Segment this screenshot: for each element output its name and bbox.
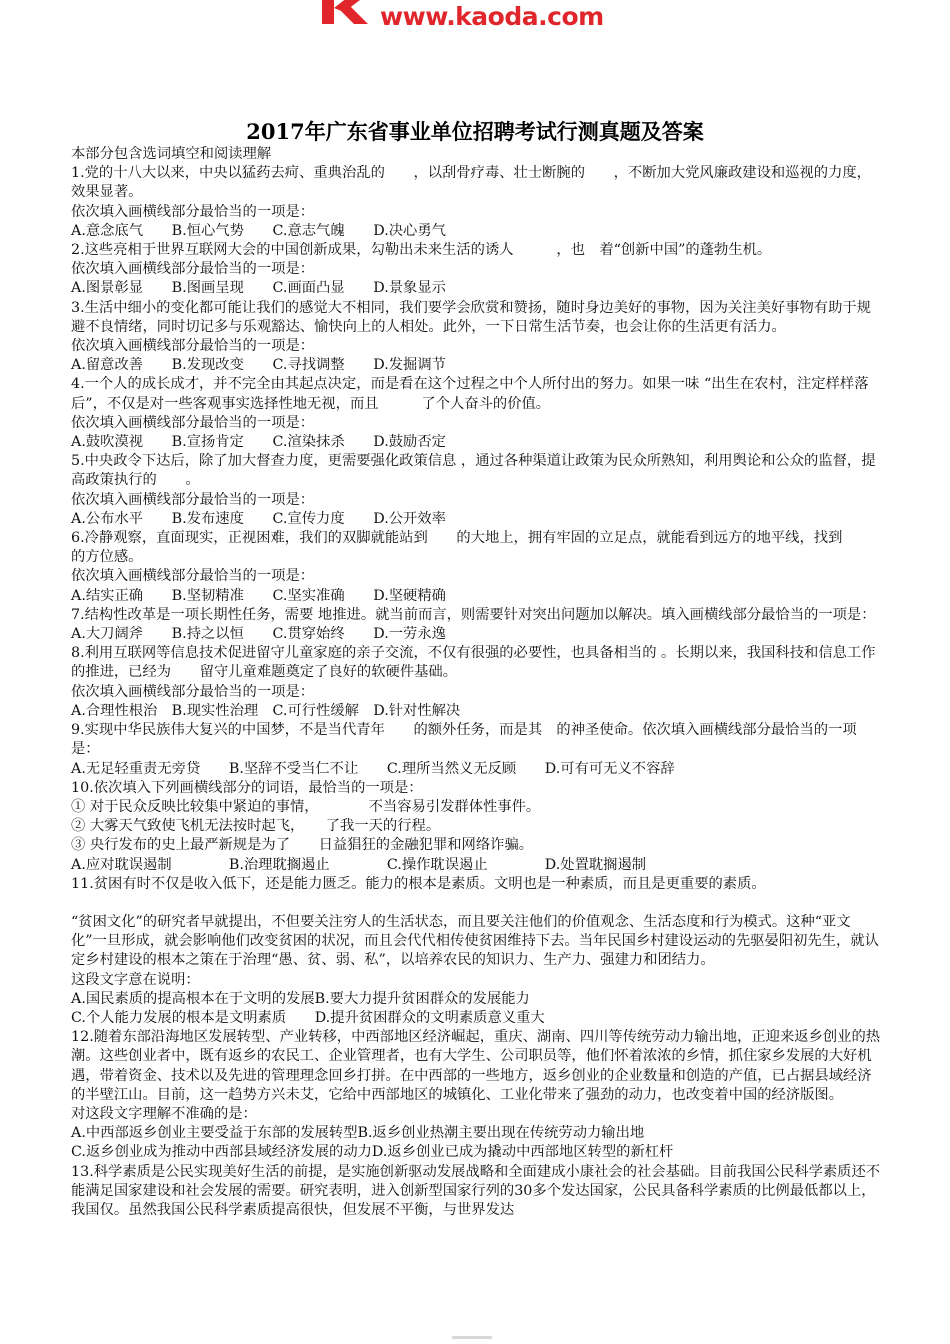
question-9-stem: 9.实现中华民族伟大复兴的中国梦，不是当代青年 的额外任务，而是其 的神圣使命。依次填入画横线部分最恰当的一项是： xyxy=(71,722,857,758)
question-11-options-ab: A.国民素质的提高根本在于文明的发展B.要大力提升贫困群众的发展能力 xyxy=(71,990,530,1007)
question-3-prompt: 依次填入画横线部分最恰当的一项是： xyxy=(71,338,315,355)
page-footer-mark xyxy=(452,1336,492,1339)
question-2-prompt: 依次填入画横线部分最恰当的一项是： xyxy=(71,261,315,278)
document-title: 2017年广东省事业单位招聘考试行测真题及答案 xyxy=(246,119,704,144)
question-10-item-1: ① 对于民众反映比较集中紧迫的事情， 不当容易引发群体性事件。 xyxy=(71,798,541,815)
question-10-options: A.应对耽误遏制 B.治理耽搁遏止 C.操作耽误遏止 D.处置耽搁遏制 xyxy=(71,856,647,873)
question-3-stem: 3.生活中细小的变化都可能让我们的感觉大不相同，我们要学会欣赏和赞扬，随时身边美好的事物，因为关注美好事物有助于规避不良情绪，同时切记多与乐观豁达、愉快向上的人相处。此外，一下日常生活节奏，也会让你的生活更有活力。 xyxy=(71,299,871,335)
question-3-options: A.留意改善 B.发现改变 C.寻找调整 D.发掘调节 xyxy=(71,357,446,374)
question-5-prompt: 依次填入画横线部分最恰当的一项是： xyxy=(71,491,315,508)
blank-line xyxy=(71,894,881,913)
document-body xyxy=(71,145,886,1220)
question-11-passage: “贫困文化”的研究者早就提出，不但要关注穷人的生活状态，而且要关注他们的价值观念、生活态度和行为模式。这种“亚文化”一旦形成，就会影响他们改变贫困的状况，而且会代代相传使贫困维持下去。当年民国乡村建设运动的先驱晏阳初先生，就认定乡村建设的根本之策在于治理“愚、贫、弱、私”，以培养农民的知识力、生产力、强建力和团结力。 xyxy=(71,913,879,969)
question-12-options-cd: C.返乡创业成为推动中西部县域经济发展的动力D.返乡创业已成为撬动中西部地区转型的新杠杆 xyxy=(71,1144,674,1161)
question-10-stem: 10.依次填入下列画横线部分的词语，最恰当的一项是： xyxy=(71,779,423,796)
question-6-prompt: 依次填入画横线部分最恰当的一项是： xyxy=(71,568,315,585)
question-2-options: A.图景彰显 B.图画呈现 C.画面凸显 D.景象显示 xyxy=(71,280,446,297)
question-4-prompt: 依次填入画横线部分最恰当的一项是： xyxy=(71,414,315,431)
question-5-stem: 5.中央政令下达后，除了加大督查力度，更需要强化政策信息 ，通过各种渠道让政策为民众所熟知，利用舆论和公众的监督，提高政策执行的 。 xyxy=(71,453,876,489)
question-1-stem: 1.党的十八大以来，中央以猛药去疴、重典治乱的 ，以刮骨疗毒、壮士断腕的 ，不断加大党风廉政建设和巡视的力度，效果显著。 xyxy=(71,165,871,201)
question-1-options: A.意念底气 B.恒心气势 C.意志气魄 D.决心勇气 xyxy=(71,222,446,239)
question-11-stem: 11.贫困有时不仅是收入低下，还是能力匮乏。能力的根本是素质。文明也是一种素质，而且是更重要的素质。 xyxy=(71,875,766,892)
question-5-options: A.公布水平 B.发布速度 C.宣传力度 D.公开效率 xyxy=(71,510,446,527)
question-7-options: A.大刀阔斧 B.持之以恒 C.贯穿始终 D.一劳永逸 xyxy=(71,626,446,643)
question-4-options: A.鼓吹漠视 B.宣扬肯定 C.渲染抹杀 D.鼓励否定 xyxy=(71,434,446,451)
question-8-stem: 8.利用互联网等信息技术促进留守儿童家庭的亲子交流，不仅有很强的必要性，也具备相当的 。长期以来，我国科技和信息工作的推进，已经为 留守儿童难题奠定了良好的软硬件基础。 xyxy=(71,645,876,681)
question-11-prompt: 这段文字意在说明： xyxy=(71,971,200,988)
question-13-passage: 13.科学素质是公民实现美好生活的前提，是实施创新驱动发展战略和全面建成小康社会的社会基础。目前我国公民科学素质还不能满足国家建设和社会发展的需要。研究表明，进入创新型国家行列的30多个发达国家，公民具备科学素质的比例最低都以上，我国仅。虽然我国公民科学素质提高很快，但发展不平衡，与世界发达 xyxy=(71,1163,881,1218)
question-9-options: A.无足轻重责无旁贷 B.坚辞不受当仁不让 C.理所当然义无反顾 D.可有可无义不容辞 xyxy=(71,760,675,777)
question-10-item-2: ② 大雾天气致使飞机无法按时起飞， 了我一天的行程。 xyxy=(71,818,441,835)
question-1-prompt: 依次填入画横线部分最恰当的一项是： xyxy=(71,203,315,220)
question-12-options-ab: A.中西部返乡创业主要受益于东部的发展转型B.返乡创业热潮主要出现在传统劳动力输出地 xyxy=(71,1125,645,1142)
question-11-options-cd: C.个人能力发展的根本是文明素质 D.提升贫困群众的文明素质意义重大 xyxy=(71,1009,545,1026)
question-8-prompt: 依次填入画横线部分最恰当的一项是： xyxy=(71,683,315,700)
question-10-item-3: ③ 央行发布的史上最严新规是为了 日益猖狂的金融犯罪和网络诈骗。 xyxy=(71,837,534,854)
site-logo[interactable] xyxy=(318,0,648,36)
question-12-prompt: 对这段文字理解不准确的是： xyxy=(71,1105,257,1122)
logo-url-text: www.kaoda.com xyxy=(380,2,604,31)
question-4-stem: 4.一个人的成长成才，并不完全由其起点决定，而是看在这个过程之中个人所付出的努力。如果一味 “出生在农村，注定样样落后”，不仅是对一些客观事实选择性地无视，而且 了个人奋斗的价值。 xyxy=(71,376,869,412)
question-8-options: A.合理性根治 B.现实性治理 C.可行性缓解 D.针对性解决 xyxy=(71,702,461,719)
question-6-stem: 6.冷静观察，直面现实，正视困难，我们的双脚就能站到 的大地上，拥有牢固的立足点，就能看到远方的地平线，找到 的方位感。 xyxy=(71,530,886,566)
question-2-stem: 2.这些亮相于世界互联网大会的中国创新成果，勾勒出未来生活的诱人 ，也 着“创新中国”的蓬勃生机。 xyxy=(71,242,772,259)
section-intro: 本部分包含选词填空和阅读理解 xyxy=(71,146,272,162)
question-7-stem: 7.结构性改革是一项长期性任务，需要 地推进。就当前而言，则需要针对突出问题加以解决。填入画横线部分最恰当的一项是： xyxy=(71,606,876,623)
question-12-passage: 12.随着东部沿海地区发展转型、产业转移，中西部地区经济崛起，重庆、湖南、四川等传统劳动力输出地，正迎来返乡创业的热潮。这些创业者中，既有返乡的农民工、企业管理者，也有大学生、公司职员等，他们怀着浓浓的乡情，抓住家乡发展的大好机遇，带着资金、技术以及先进的管理理念回乡打拼。在中西部的一些地方，返乡创业的企业数量和创造的产值，已占据县域经济的半壁江山。目前，这一趋势方兴未艾，它给中西部地区的城镇化、工业化带来了强劲的动力，也改变着中国的经济版图。 xyxy=(71,1029,881,1103)
question-6-options: A.结实正确 B.坚韧精准 C.坚实准确 D.坚硬精确 xyxy=(71,587,446,604)
logo-k-mark-icon xyxy=(318,0,370,24)
